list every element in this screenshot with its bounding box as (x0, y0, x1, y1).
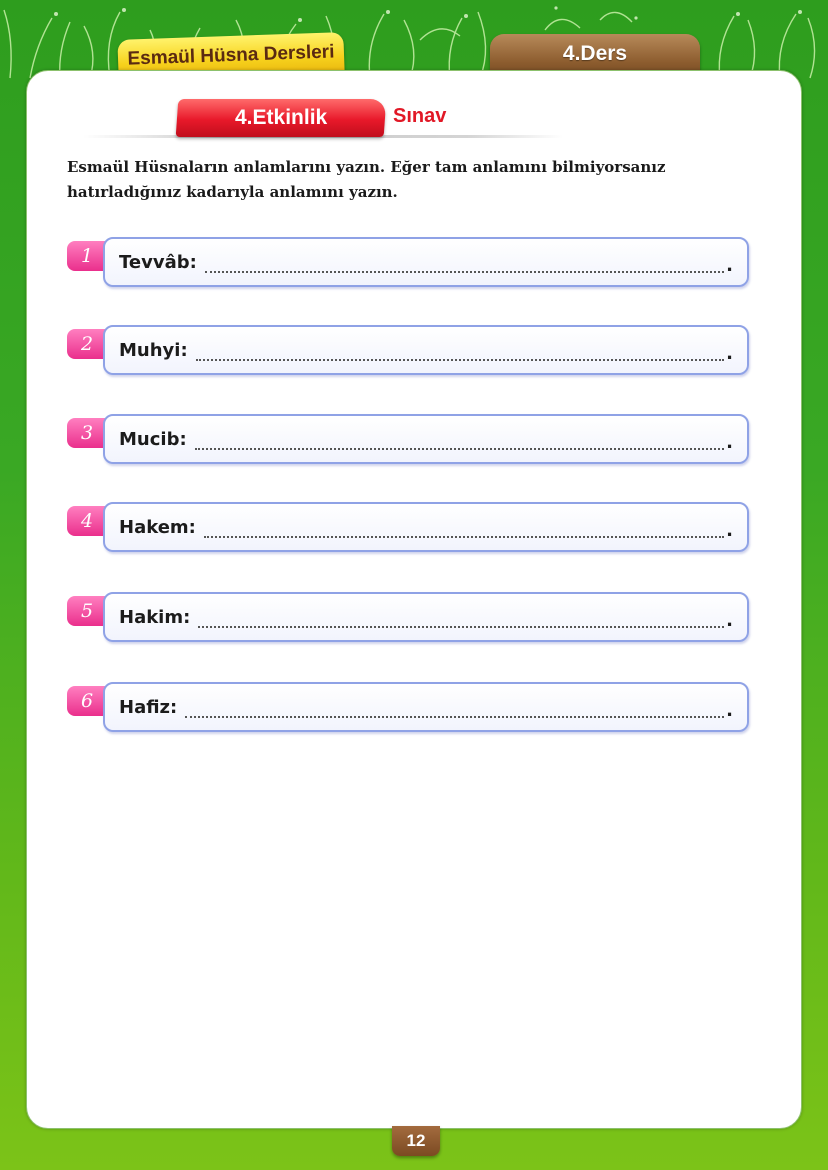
dotted-answer-line (205, 257, 724, 273)
answer-field[interactable]: Hafiz: . (103, 682, 749, 732)
question-number-badge (67, 329, 107, 359)
question-number: 5 (81, 600, 94, 622)
activity-title: 4.Etkinlik (234, 106, 328, 129)
instruction-text: Esmaül Hüsnaların anlamlarını yazın. Eğer tam anlamını bilmiyorsanız hatırladığınız kadarıyla anlamını yazın. (67, 158, 666, 201)
page-number-tab (392, 1126, 440, 1156)
question-number-badge (67, 686, 107, 716)
dotted-answer-line (204, 522, 724, 538)
question-number: 1 (81, 245, 94, 267)
question-number: 6 (81, 690, 94, 712)
answer-field[interactable]: Hakim: . (103, 592, 749, 642)
question-label: Mucib: (119, 428, 187, 450)
answer-field[interactable]: Tevvâb: . (103, 237, 749, 287)
dotted-answer-line (196, 345, 725, 361)
question-number-badge (67, 596, 107, 626)
lesson-label: 4.Ders (562, 42, 628, 65)
activity-subtitle: Sınav (393, 105, 447, 127)
dotted-answer-line (185, 702, 724, 718)
question-label: Tevvâb: (119, 251, 197, 273)
worksheet-page (26, 70, 802, 1129)
question-label: Hakem: (119, 516, 196, 538)
lesson-tab (490, 34, 700, 74)
activity-tab (176, 99, 387, 137)
question-item (67, 237, 751, 289)
page-number: 12 (406, 1131, 426, 1150)
question-number: 2 (81, 333, 94, 355)
question-item (67, 414, 751, 466)
question-item (67, 682, 751, 734)
question-label: Muhyi: (119, 339, 188, 361)
question-number-badge (67, 506, 107, 536)
question-number: 3 (81, 422, 94, 444)
question-item (67, 325, 751, 377)
dotted-answer-line (195, 434, 725, 450)
question-item (67, 592, 751, 644)
answer-field[interactable]: Muhyi: . (103, 325, 749, 375)
question-item (67, 502, 751, 554)
dotted-answer-line (198, 612, 724, 628)
question-number-badge (67, 418, 107, 448)
book-title: Esmaül Hüsna Dersleri (127, 41, 335, 70)
question-label: Hakim: (119, 606, 191, 628)
question-number: 4 (81, 510, 94, 532)
question-number-badge (67, 241, 107, 271)
answer-field[interactable]: Hakem: . (103, 502, 749, 552)
question-label: Hafiz: (119, 696, 178, 718)
answer-field[interactable]: Mucib: . (103, 414, 749, 464)
